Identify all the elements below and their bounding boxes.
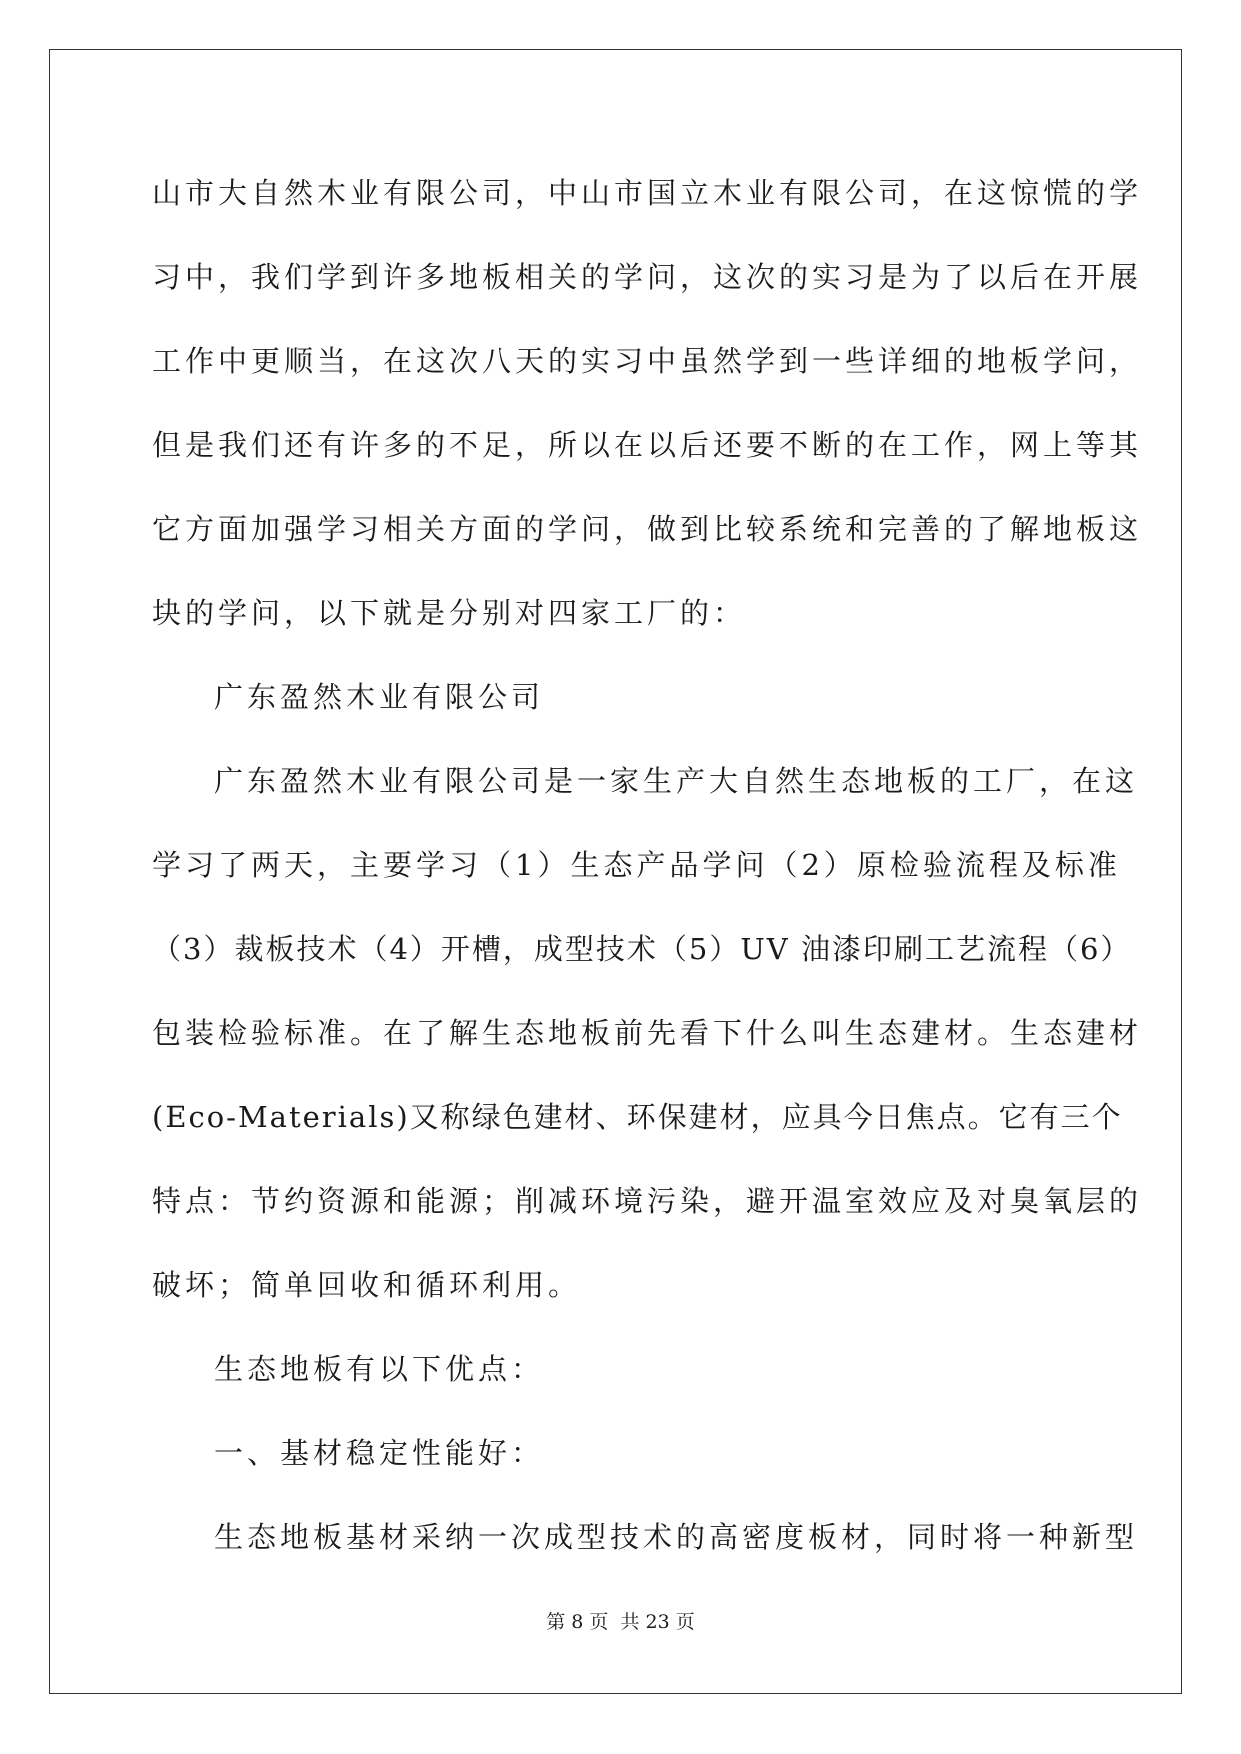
- text-line: （3）裁板技术（4）开槽，成型技术（5）UV 油漆印刷工艺流程（6）: [152, 932, 1132, 966]
- text-line: 包装检验标准。在了解生态地板前先看下什么叫生态建材。生态建材: [152, 1016, 1143, 1050]
- text-line: (Eco-Materials)又称绿色建材、环保建材，应具今日焦点。它有三个: [152, 1100, 1123, 1134]
- text-line: 它方面加强学习相关方面的学问，做到比较系统和完善的了解地板这: [152, 512, 1143, 546]
- text-line: 山市大自然木业有限公司，中山市国立木业有限公司，在这惊慌的学: [152, 176, 1143, 210]
- section-heading: 广东盈然木业有限公司: [214, 680, 545, 714]
- text-line: 破坏；简单回收和循环利用。: [152, 1268, 582, 1302]
- text-line: 习中，我们学到许多地板相关的学问，这次的实习是为了以后在开展: [152, 260, 1143, 294]
- text-line: 广东盈然木业有限公司是一家生产大自然生态地板的工厂，在这: [214, 764, 1139, 798]
- text-line: 学习了两天，主要学习（1）生态产品学问（2）原检验流程及标准: [152, 848, 1121, 882]
- subheading: 生态地板有以下优点：: [214, 1352, 545, 1386]
- subheading: 一、基材稳定性能好：: [214, 1436, 545, 1470]
- text-line: 生态地板基材采纳一次成型技术的高密度板材，同时将一种新型: [214, 1520, 1139, 1554]
- text-line: 工作中更顺当，在这次八天的实习中虽然学到一些详细的地板学问，: [152, 344, 1143, 378]
- text-line: 但是我们还有许多的不足，所以在以后还要不断的在工作，网上等其: [152, 428, 1143, 462]
- text-line: 特点：节约资源和能源；削减环境污染，避开温室效应及对臭氧层的: [152, 1184, 1143, 1218]
- text-line: 块的学问，以下就是分别对四家工厂的：: [152, 596, 747, 630]
- document-body: [152, 166, 1143, 1594]
- page-total: 共 23 页: [620, 1611, 695, 1633]
- page-number: 第 8 页: [546, 1611, 609, 1633]
- page-footer: [0, 1610, 1241, 1634]
